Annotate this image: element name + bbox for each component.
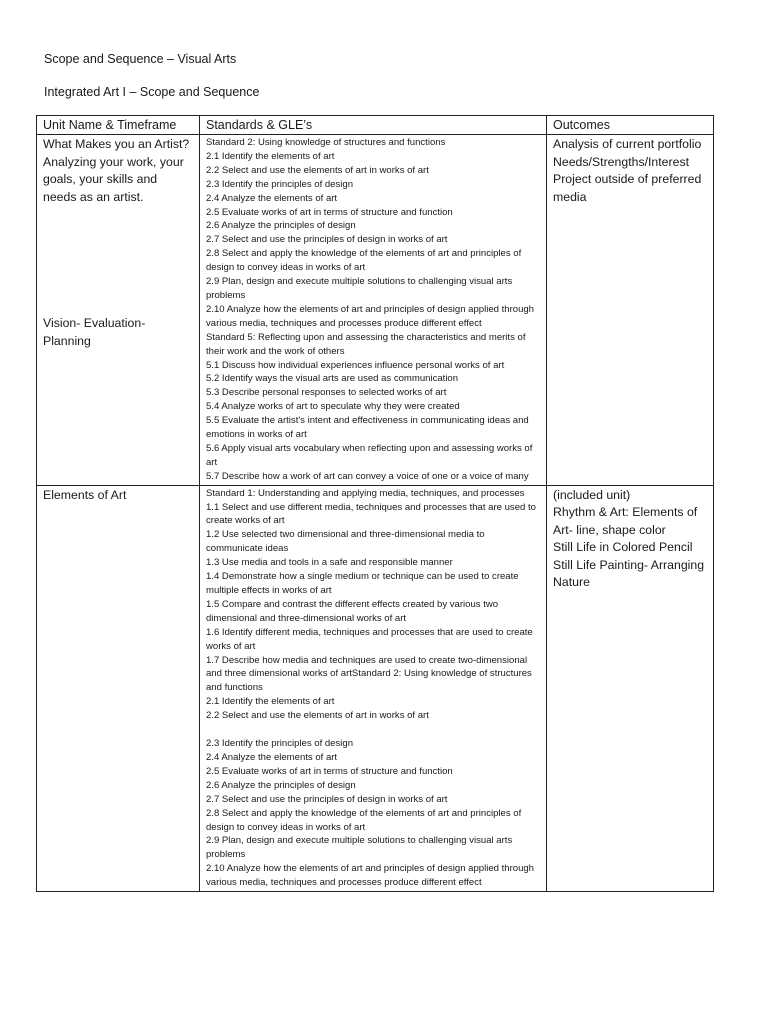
outcomes-cell bbox=[547, 135, 714, 486]
standard-line: 2.2 Select and use the elements of art in works of art bbox=[206, 164, 429, 176]
standard-line: 1.3 Use media and tools in a safe and responsible manner bbox=[206, 557, 453, 569]
table-row bbox=[37, 135, 714, 486]
standard-line: 5.7 Describe how a work of art can convey a voice of one or a voice of many bbox=[206, 470, 529, 482]
standard-line: 5.6 Apply visual arts vocabulary when reflecting upon and assessing works of art bbox=[206, 442, 533, 468]
standard-line: 2.8 Select and apply the knowledge of the elements of art and principles of design to convey ideas in works of art bbox=[206, 807, 522, 833]
outcome-line: Project outside of preferred media bbox=[553, 172, 702, 204]
standard-line: 1.7 Describe how media and techniques are used to create two-dimensional and three dimensional works of artStandard 2: Using knowledge of structures and functions bbox=[206, 654, 532, 694]
unit-title: Elements of Art bbox=[43, 487, 127, 502]
standard-line: 1.5 Compare and contrast the different effects created by various two dimensional and three-dimensional works of art bbox=[206, 598, 499, 624]
standard-line: 1.1 Select and use different media, techniques and processes that are used to create works of art bbox=[206, 501, 536, 527]
standard-line: 2.10 Analyze how the elements of art and principles of design applied through various media, techniques and processes produce different effect bbox=[206, 303, 534, 329]
standard-line: 5.2 Identify ways the visual arts are used as communication bbox=[206, 373, 459, 385]
standard-line: 5.1 Discuss how individual experiences influence personal works of art bbox=[206, 359, 505, 371]
header-unit: Unit Name & Timeframe bbox=[37, 116, 200, 135]
outcome-line: Analysis of current portfolio bbox=[553, 137, 702, 151]
outcome-line: Needs/Strengths/Interest bbox=[553, 154, 690, 169]
standards-cell bbox=[200, 485, 547, 891]
outcome-line: Rhythm & Art: Elements of Art- line, shape color bbox=[553, 505, 698, 537]
standard-line: 1.4 Demonstrate how a single medium or technique can be used to create multiple effects in works of art bbox=[206, 571, 519, 596]
document-title: Scope and Sequence – Visual Arts bbox=[44, 52, 237, 66]
standard-line: Standard 5: Reflecting upon and assessing the characteristics and merits of their work and the work of others bbox=[206, 331, 526, 357]
standard-line: 2.3 Identify the principles of design bbox=[206, 178, 354, 190]
table-row bbox=[37, 485, 714, 891]
header-standards: Standards & GLE’s bbox=[200, 116, 547, 135]
standard-line: 2.5 Evaluate works of art in terms of structure and function bbox=[206, 206, 453, 218]
unit-cell bbox=[37, 135, 200, 486]
standard-line: 2.7 Select and use the principles of design in works of art bbox=[206, 793, 448, 805]
unit-title: What Makes you an Artist? bbox=[43, 137, 190, 151]
outcomes-cell bbox=[547, 485, 714, 891]
scope-sequence-table bbox=[36, 115, 714, 892]
unit-description: Analyzing your work, your goals, your skills and needs as an artist. bbox=[43, 154, 184, 204]
paragraph-gap bbox=[206, 723, 540, 737]
standard-line: 2.9 Plan, design and execute multiple solutions to challenging visual arts problems bbox=[206, 835, 513, 861]
standard-line: 2.4 Analyze the elements of art bbox=[206, 192, 338, 204]
standard-line: 2.2 Select and use the elements of art in works of art bbox=[206, 710, 429, 722]
standard-line: 5.5 Evaluate the artist's intent and effectiveness in communicating ideas and emotions in works of art bbox=[206, 415, 529, 441]
standard-line: 2.1 Identify the elements of art bbox=[206, 150, 335, 162]
table-header-row bbox=[37, 116, 714, 135]
standard-line: 2.8 Select and apply the knowledge of the elements of art and principles of design to convey ideas in works of art bbox=[206, 248, 522, 274]
standard-line: Standard 1: Understanding and applying media, techniques, and processes bbox=[206, 487, 525, 499]
unit-cell bbox=[37, 485, 200, 891]
standard-line: 2.6 Analyze the principles of design bbox=[206, 779, 356, 791]
standard-line: 5.4 Analyze works of art to speculate why they were created bbox=[206, 401, 460, 413]
outcome-line: Still Life in Colored Pencil bbox=[553, 540, 693, 555]
standard-line: 2.7 Select and use the principles of design in works of art bbox=[206, 234, 448, 246]
standard-line: Standard 2: Using knowledge of structures and functions bbox=[206, 137, 446, 148]
standard-line: 2.5 Evaluate works of art in terms of structure and function bbox=[206, 765, 453, 777]
standard-line: 5.3 Describe personal responses to selected works of art bbox=[206, 387, 447, 399]
standard-line: 2.6 Analyze the principles of design bbox=[206, 220, 356, 232]
standard-line: 2.4 Analyze the elements of art bbox=[206, 751, 338, 763]
outcome-line: (included unit) bbox=[553, 487, 631, 502]
standards-cell bbox=[200, 135, 547, 486]
outcome-line: Still Life Painting- Arranging Nature bbox=[553, 557, 705, 590]
standard-line: 1.6 Identify different media, techniques and processes that are used to create works of art bbox=[206, 626, 533, 652]
document-subtitle: Integrated Art I – Scope and Sequence bbox=[44, 85, 260, 99]
standard-line: 1.2 Use selected two dimensional and three-dimensional media to communicate ideas bbox=[206, 529, 485, 555]
standard-line: 2.10 Analyze how the elements of art and principles of design applied through various media, techniques and processes produce different effect bbox=[206, 863, 534, 889]
standard-line: 2.9 Plan, design and execute multiple solutions to challenging visual arts problems bbox=[206, 276, 513, 301]
header-outcomes: Outcomes bbox=[547, 116, 714, 135]
standard-line: 2.3 Identify the principles of design bbox=[206, 738, 354, 750]
standard-line: 2.1 Identify the elements of art bbox=[206, 696, 335, 708]
unit-note: Vision- Evaluation- Planning bbox=[43, 316, 146, 348]
